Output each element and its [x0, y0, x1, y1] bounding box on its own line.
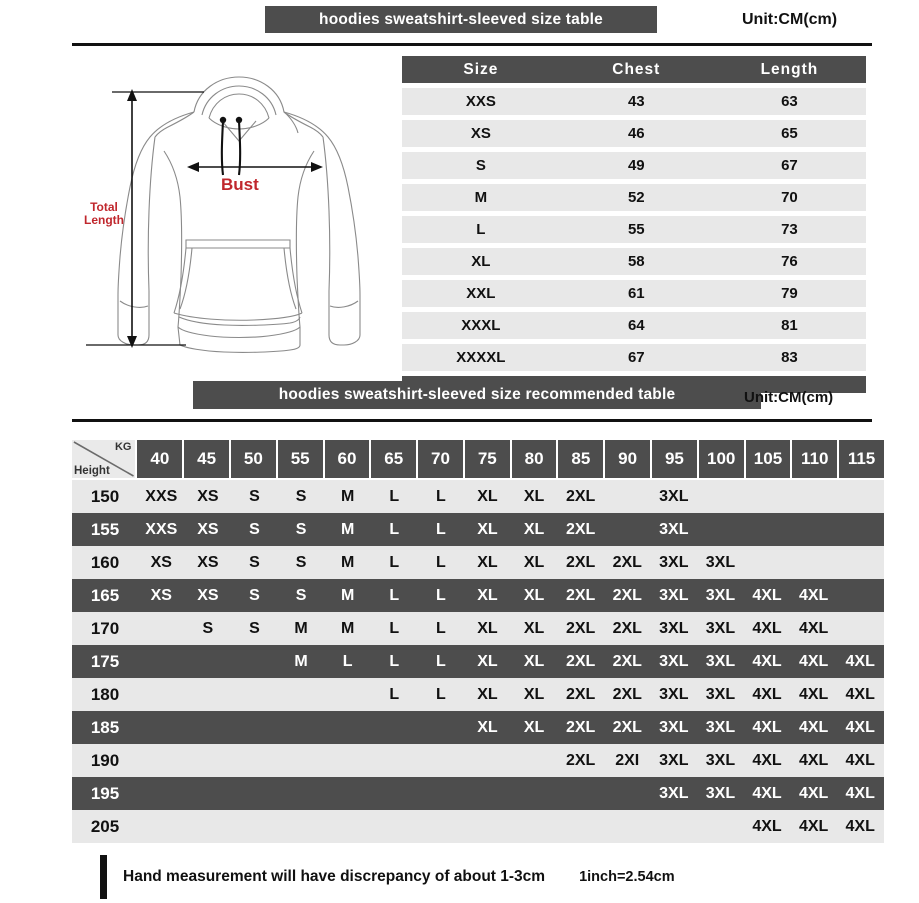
size-recommend-cell: XS	[150, 586, 172, 604]
height-cell: 205	[90, 816, 120, 836]
table-row	[72, 678, 884, 711]
size-recommend-cell	[418, 810, 465, 843]
size-recommend-cell: 3XL	[659, 586, 689, 604]
size-recommend-cell	[418, 711, 465, 744]
recommend-unit-label	[744, 384, 833, 410]
table-row	[402, 312, 866, 339]
size-recommend-cell: S	[249, 520, 260, 538]
size-recommend-cell: 3XL	[705, 652, 736, 670]
size-recommend-cell: XL	[523, 586, 545, 604]
size-recommend-cell: XS	[197, 487, 219, 505]
size-recommend-cell: 2XL	[565, 487, 596, 505]
size-cell: XS	[470, 125, 491, 142]
total-length-line-1: Total	[90, 200, 118, 214]
length-cell: 81	[781, 317, 798, 334]
size-recommend-cell: 4XL	[752, 652, 782, 670]
length-cell: 70	[781, 189, 798, 206]
bust-label-text: Bust	[221, 175, 259, 194]
drawstring-eyelet-right	[236, 117, 242, 123]
size-recommend-cell	[138, 744, 185, 777]
size-recommend-cell	[371, 777, 418, 810]
size-recommend-cell	[185, 777, 232, 810]
size-recommend-cell: XS	[197, 586, 219, 604]
size-recommend-cell: XXS	[145, 520, 178, 538]
size-recommend-cell: XXS	[145, 487, 178, 505]
size-recommend-cell: XL	[477, 685, 498, 703]
size-table-header-size: Size	[463, 60, 499, 78]
size-recommend-cell: L	[435, 553, 446, 571]
table-row	[72, 810, 884, 843]
size-recommend-cell	[231, 711, 278, 744]
size-recommend-cell	[790, 480, 837, 513]
table-row	[72, 513, 884, 546]
size-recommend-cell: L	[389, 520, 400, 538]
size-recommend-cell: M	[341, 619, 355, 637]
size-recommend-cell: 2XL	[612, 553, 642, 571]
size-cell: XXS	[465, 93, 496, 110]
size-recommend-cell	[138, 810, 185, 843]
top-title-banner	[265, 6, 657, 33]
size-recommend-cell	[464, 744, 511, 777]
size-recommend-cell: 3XL	[659, 685, 689, 703]
size-recommend-cell	[837, 546, 884, 579]
weight-header-cell: 50	[231, 440, 276, 478]
height-cell: 160	[90, 552, 120, 572]
size-recommend-cell: 3XL	[705, 718, 736, 736]
size-recommend-cell: XL	[523, 619, 545, 637]
size-recommend-cell: M	[341, 586, 355, 604]
size-cell: M	[474, 189, 488, 206]
size-recommend-cell: 3XL	[659, 553, 689, 571]
top-divider-rule	[72, 43, 872, 46]
size-recommend-cell: 3XL	[659, 487, 689, 505]
size-recommend-cell	[185, 711, 232, 744]
size-recommend-cell: S	[202, 619, 214, 637]
size-recommend-cell: XL	[523, 520, 545, 538]
size-recommend-cell: L	[389, 586, 400, 604]
size-recommend-cell: 4XL	[752, 586, 782, 604]
size-recommend-cell: XL	[477, 487, 498, 505]
size-recommend-cell	[744, 480, 791, 513]
weight-header-cell: 75	[465, 440, 510, 478]
chest-cell: 64	[627, 317, 645, 334]
size-recommend-cell	[604, 513, 651, 546]
size-recommend-cell: 4XL	[798, 586, 829, 604]
size-recommend-cell: S	[295, 487, 307, 505]
size-recommend-cell: L	[435, 487, 446, 505]
size-recommend-cell: L	[389, 553, 400, 571]
height-cell: 175	[90, 651, 120, 671]
size-recommend-cell: M	[294, 652, 308, 670]
size-recommend-cell: L	[342, 652, 353, 670]
size-recommend-cell: 3XL	[705, 685, 736, 703]
recommend-title-text: hoodies sweatshirt-sleeved size recommended table	[278, 386, 676, 403]
height-cell: 150	[90, 486, 120, 506]
size-recommend-cell: 4XL	[845, 784, 875, 802]
length-cell: 73	[781, 221, 798, 238]
weight-header-cell: 40	[137, 440, 182, 478]
size-recommend-cell: S	[249, 487, 260, 505]
size-recommend-cell	[231, 645, 278, 678]
size-recommend-cell	[790, 513, 837, 546]
weight-header-cell: 95	[652, 440, 697, 478]
hoodie-diagram	[76, 55, 396, 367]
weight-header-cell: 105	[746, 440, 791, 478]
total-length-arrow	[127, 89, 137, 348]
size-recommend-cell	[651, 810, 698, 843]
size-recommend-cell: L	[389, 652, 400, 670]
top-unit-text: Unit:CM(cm)	[742, 10, 838, 28]
size-recommend-cell: 2XL	[612, 652, 642, 670]
size-recommend-cell	[744, 546, 791, 579]
size-cell: L	[476, 221, 486, 238]
size-recommend-cell: M	[294, 619, 308, 637]
recommend-title-banner	[193, 381, 761, 409]
size-recommend-cell: 3XL	[659, 652, 689, 670]
height-cell: 165	[90, 585, 120, 605]
size-recommend-cell	[837, 480, 884, 513]
size-cell: XXL	[466, 285, 496, 302]
table-row	[402, 216, 866, 243]
size-recommend-cell: 3XL	[659, 784, 689, 802]
size-recommend-cell	[604, 810, 651, 843]
size-recommend-cell	[557, 810, 604, 843]
size-recommend-cell: S	[295, 520, 307, 538]
size-recommend-cell: 3XL	[705, 784, 736, 802]
size-recommend-cell	[790, 546, 837, 579]
size-recommend-cell: XS	[150, 553, 172, 571]
length-cell: 83	[781, 349, 798, 366]
size-recommend-cell: S	[249, 553, 260, 571]
chest-cell: 46	[627, 125, 645, 142]
size-recommend-cell: S	[295, 586, 307, 604]
size-recommend-cell: XL	[477, 718, 498, 736]
size-recommend-cell: 2XL	[612, 586, 642, 604]
size-table-header-row	[402, 56, 866, 83]
size-recommend-cell: 2XL	[565, 619, 596, 637]
recommend-corner-cell	[72, 440, 135, 478]
size-recommend-cell: 4XL	[752, 751, 782, 769]
size-recommend-cell: 3XL	[659, 751, 689, 769]
size-recommend-cell	[837, 612, 884, 645]
chest-cell: 67	[627, 349, 645, 366]
size-recommend-cell	[371, 810, 418, 843]
height-cell: 195	[90, 783, 120, 803]
weight-header-cell: 80	[512, 440, 557, 478]
table-row	[72, 777, 884, 810]
size-recommend-cell: 3XL	[659, 520, 689, 538]
weight-header-cell: 70	[418, 440, 463, 478]
weight-header-cell: 100	[699, 440, 744, 478]
size-recommend-cell: L	[435, 685, 446, 703]
size-recommend-cell	[511, 777, 558, 810]
recommend-table-header-row	[72, 440, 884, 478]
footer-accent-bar	[100, 855, 107, 899]
size-recommend-cell	[418, 777, 465, 810]
size-recommend-cell: XL	[477, 652, 498, 670]
footer-conversion-text: 1inch=2.54cm	[579, 869, 675, 885]
size-recommend-cell	[324, 711, 371, 744]
size-recommend-cell	[138, 645, 185, 678]
length-cell: 76	[781, 253, 798, 270]
height-cell: 180	[90, 684, 120, 704]
size-recommend-cell: 2XL	[565, 685, 596, 703]
weight-header-cell: 115	[839, 440, 884, 478]
size-recommend-cell	[185, 810, 232, 843]
chest-cell: 52	[627, 189, 645, 206]
size-recommend-cell: 4XL	[845, 652, 875, 670]
recommend-divider-rule	[72, 419, 872, 422]
size-recommend-cell: 3XL	[705, 586, 736, 604]
size-recommend-cell: 2XI	[615, 751, 640, 769]
size-recommend-cell	[138, 777, 185, 810]
size-recommend-cell	[138, 678, 185, 711]
weight-header-cell: 85	[558, 440, 603, 478]
table-row	[72, 612, 884, 645]
size-recommend-cell: 2XL	[565, 520, 596, 538]
size-recommend-cell: L	[389, 685, 400, 703]
size-recommend-cell	[511, 744, 558, 777]
size-recommend-cell: XS	[197, 553, 219, 571]
size-recommend-cell: S	[295, 553, 307, 571]
size-recommend-cell: 3XL	[659, 718, 689, 736]
size-recommend-cell: 4XL	[798, 619, 829, 637]
table-row	[402, 280, 866, 307]
table-row	[72, 579, 884, 612]
top-title-text: hoodies sweatshirt-sleeved size table	[319, 10, 603, 28]
size-cell: XL	[471, 253, 491, 270]
size-recommend-cell	[278, 678, 325, 711]
table-row	[72, 546, 884, 579]
footer-note-text: Hand measurement will have discrepancy of about 1-3cm	[123, 868, 546, 885]
size-recommend-cell	[324, 810, 371, 843]
size-recommend-cell: 2XL	[565, 751, 596, 769]
size-recommend-cell: 3XL	[705, 553, 736, 571]
size-recommend-cell: 2XL	[612, 685, 642, 703]
length-cell: 79	[781, 285, 798, 302]
table-row	[402, 248, 866, 275]
chest-cell: 49	[627, 157, 645, 174]
table-row	[402, 88, 866, 115]
size-recommend-cell: XL	[477, 586, 498, 604]
size-recommend-cell: 4XL	[752, 784, 782, 802]
recommend-unit-text: Unit:CM(cm)	[744, 388, 834, 406]
size-recommend-cell: L	[389, 619, 400, 637]
height-cell: 155	[90, 519, 120, 539]
size-table-header-chest: Chest	[612, 60, 661, 78]
size-recommend-cell: XL	[477, 553, 498, 571]
size-recommend-cell	[324, 744, 371, 777]
size-recommend-cell: 3XL	[705, 619, 736, 637]
size-recommend-cell: 4XL	[845, 718, 875, 736]
bust-label	[221, 175, 259, 195]
weight-header-cell: 110	[792, 440, 837, 478]
size-recommend-cell	[464, 810, 511, 843]
size-recommend-cell	[278, 744, 325, 777]
weight-header-cell: 65	[371, 440, 416, 478]
size-recommend-cell	[138, 711, 185, 744]
size-recommend-cell: 2XL	[565, 553, 596, 571]
size-recommend-cell	[278, 711, 325, 744]
size-table-body	[402, 88, 866, 371]
size-recommend-cell: L	[435, 652, 446, 670]
size-recommend-cell: 2XL	[612, 619, 642, 637]
size-recommend-cell	[744, 513, 791, 546]
size-recommend-cell: 2XL	[565, 586, 596, 604]
size-recommend-cell: 4XL	[752, 718, 782, 736]
recommend-table	[72, 440, 884, 843]
table-row	[72, 480, 884, 513]
drawstring-eyelet-left	[220, 117, 226, 123]
size-recommend-cell	[324, 678, 371, 711]
size-recommend-cell: 4XL	[845, 817, 875, 835]
size-recommend-cell: 4XL	[798, 817, 829, 835]
size-cell: XXXL	[461, 317, 501, 334]
table-row	[402, 152, 866, 179]
corner-height-label: Height	[74, 465, 110, 477]
size-recommend-cell: XL	[477, 520, 498, 538]
size-recommend-cell: XL	[477, 619, 498, 637]
size-recommend-cell	[697, 513, 744, 546]
size-recommend-cell: 4XL	[798, 652, 829, 670]
size-recommend-cell: XL	[523, 553, 545, 571]
size-recommend-cell	[604, 480, 651, 513]
table-row	[72, 711, 884, 744]
size-recommend-cell: M	[341, 520, 355, 538]
size-recommend-cell	[278, 810, 325, 843]
size-recommend-cell: 3XL	[659, 619, 689, 637]
size-recommend-cell: 2XL	[565, 718, 596, 736]
size-recommend-cell	[697, 480, 744, 513]
chest-cell: 43	[627, 93, 645, 110]
size-recommend-cell: 4XL	[798, 685, 829, 703]
size-recommend-cell: 3XL	[705, 751, 736, 769]
length-cell: 63	[781, 93, 798, 110]
weight-header-cell: 90	[605, 440, 650, 478]
size-recommend-cell	[697, 810, 744, 843]
size-recommend-cell	[371, 711, 418, 744]
chest-cell: 58	[627, 253, 645, 270]
table-row	[402, 120, 866, 147]
size-recommend-cell	[464, 777, 511, 810]
size-recommend-cell: XL	[523, 652, 545, 670]
height-cell: 190	[90, 750, 120, 770]
size-recommend-cell: 4XL	[845, 685, 875, 703]
size-cell: S	[475, 157, 486, 174]
height-cell: 185	[90, 717, 120, 737]
height-cell: 170	[90, 618, 120, 638]
size-recommend-cell	[185, 678, 232, 711]
size-recommend-cell	[185, 744, 232, 777]
size-recommend-cell: L	[435, 586, 446, 604]
size-recommend-cell	[231, 744, 278, 777]
size-recommend-cell	[557, 777, 604, 810]
size-recommend-cell	[185, 645, 232, 678]
table-row	[402, 344, 866, 371]
size-recommend-cell: 2XL	[612, 718, 642, 736]
bust-arrow	[187, 162, 323, 172]
size-recommend-cell: L	[389, 487, 400, 505]
size-recommend-cell: 4XL	[752, 685, 782, 703]
size-recommend-cell: 4XL	[798, 784, 829, 802]
size-recommend-cell: L	[435, 520, 446, 538]
size-recommend-cell: 4XL	[798, 718, 829, 736]
size-recommend-cell: S	[249, 619, 260, 637]
footer-note	[100, 855, 675, 899]
weight-header-cell: 60	[325, 440, 370, 478]
recommend-table-body	[72, 480, 884, 843]
size-recommend-cell	[278, 777, 325, 810]
table-row	[72, 744, 884, 777]
size-recommend-cell: XL	[523, 685, 545, 703]
top-unit-label	[742, 6, 837, 33]
size-recommend-cell	[324, 777, 371, 810]
size-recommend-cell: XL	[523, 718, 545, 736]
size-recommend-cell: 4XL	[845, 751, 875, 769]
size-recommend-cell	[837, 513, 884, 546]
size-recommend-cell	[138, 612, 185, 645]
size-recommend-cell: 2XL	[565, 652, 596, 670]
size-recommend-cell	[231, 678, 278, 711]
size-recommend-cell: 4XL	[798, 751, 829, 769]
size-recommend-cell: M	[341, 487, 355, 505]
size-recommend-cell: XL	[523, 487, 545, 505]
size-recommend-cell: L	[435, 619, 446, 637]
length-cell: 67	[781, 157, 798, 174]
size-recommend-cell	[604, 777, 651, 810]
weight-header-cell: 45	[184, 440, 229, 478]
corner-kg-label: KG	[114, 441, 132, 453]
size-recommend-cell	[837, 579, 884, 612]
size-recommend-cell	[371, 744, 418, 777]
table-row	[402, 184, 866, 211]
size-recommend-cell: 4XL	[752, 619, 782, 637]
size-recommend-cell	[418, 744, 465, 777]
size-recommend-cell	[231, 777, 278, 810]
length-cell: 65	[781, 125, 798, 142]
table-row	[72, 645, 884, 678]
total-length-label	[80, 201, 128, 227]
size-table	[402, 56, 866, 393]
size-recommend-cell: M	[341, 553, 355, 571]
size-cell: XXXXL	[456, 349, 506, 366]
size-recommend-cell: XS	[197, 520, 219, 538]
total-length-line-2: Length	[84, 213, 124, 227]
chest-cell: 55	[627, 221, 645, 238]
size-recommend-cell: 4XL	[752, 817, 782, 835]
size-recommend-cell	[511, 810, 558, 843]
size-table-header-length: Length	[760, 60, 819, 78]
weight-header-cell: 55	[278, 440, 323, 478]
size-recommend-cell	[231, 810, 278, 843]
chest-cell: 61	[627, 285, 645, 302]
size-recommend-cell: S	[249, 586, 260, 604]
